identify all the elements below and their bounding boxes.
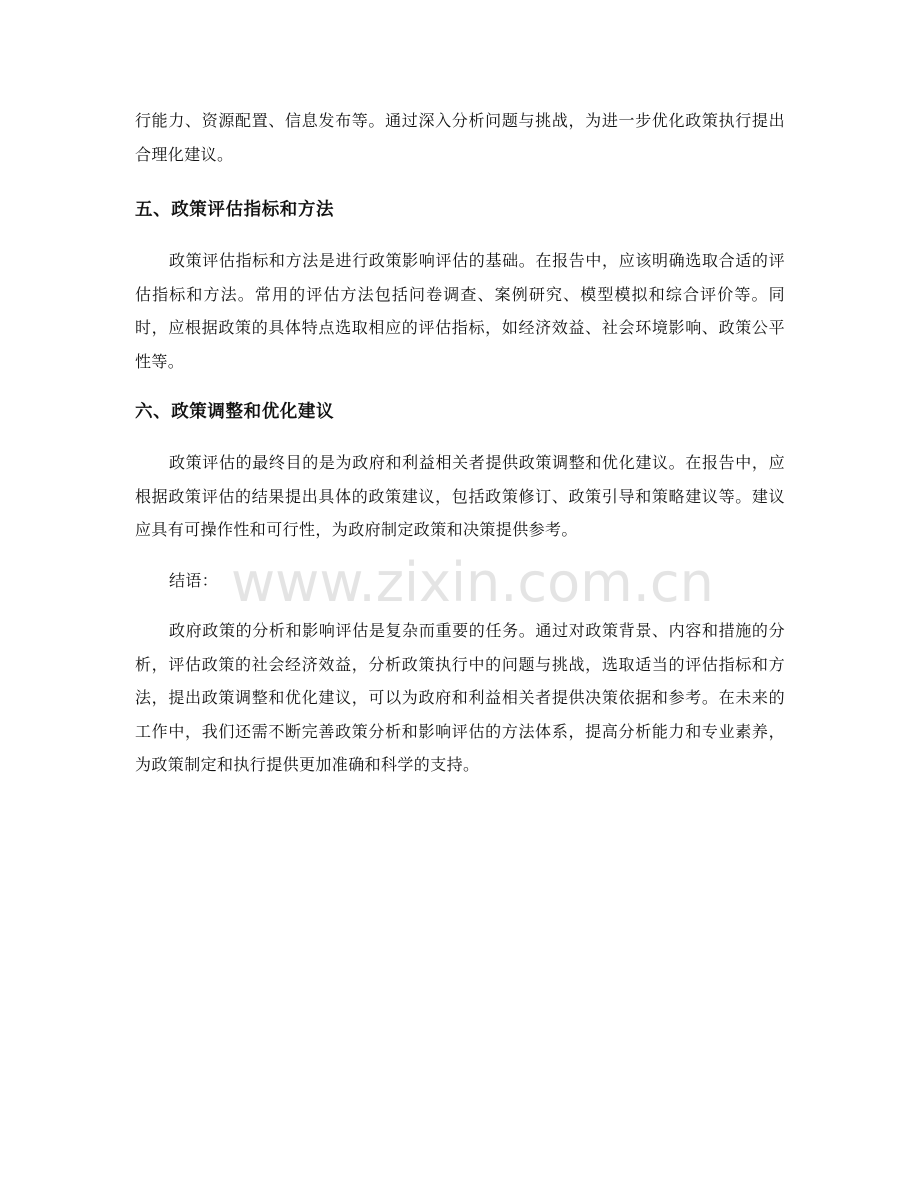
intro-paragraph: 行能力、资源配置、信息发布等。通过深入分析问题与挑战，为进一步优化政策执行提出合理化建议。	[135, 111, 785, 164]
watermark-text: www.zixin.com.cn	[231, 551, 714, 614]
section-6-paragraph: 政策评估的最终目的是为政府和利益相关者提供政策调整和优化建议。在报告中，应根据政策评估的结果提出具体的政策建议，包括政策修订、政策引导和策略建议等。建议应具有可操作性和可行性，为政府制定政策和决策提供参考。	[135, 453, 785, 539]
document-body	[135, 104, 785, 782]
section-6-heading: 六、政策调整和优化建议	[135, 402, 335, 422]
closing-paragraph: 政府政策的分析和影响评估是复杂而重要的任务。通过对政策背景、内容和措施的分析，评估政策的社会经济效益，分析政策执行中的问题与挑战，选取适当的评估指标和方法，提出政策调整和优化建议，可以为政府和利益相关者提供决策依据和参考。在未来的工作中，我们还需不断完善政策分析和影响评估的方法体系，提高分析能力和专业素养，为政策制定和执行提供更加准确和科学的支持。	[135, 621, 785, 774]
section-5-paragraph: 政策评估指标和方法是进行政策影响评估的基础。在报告中，应该明确选取合适的评估指标和方法。常用的评估方法包括问卷调查、案例研究、模型模拟和综合评价等。同时，应根据政策的具体特点选取相应的评估指标，如经济效益、社会环境影响、政策公平性等。	[135, 251, 785, 371]
section-5-heading: 五、政策评估指标和方法	[135, 200, 335, 220]
closing-label: 结语：	[169, 570, 219, 590]
